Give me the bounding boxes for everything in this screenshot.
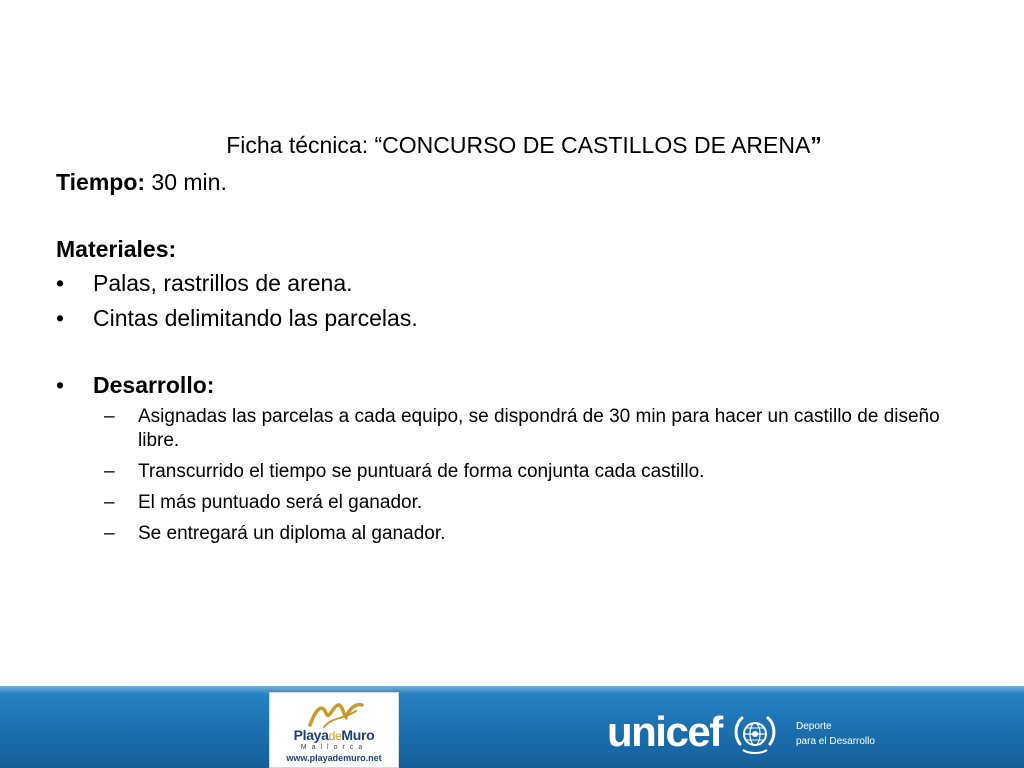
dash: –: [104, 461, 115, 482]
desarrollo-label: Desarrollo:: [93, 372, 215, 398]
deporte-text: [796, 719, 875, 749]
playademuro-name-b: de: [328, 729, 342, 743]
playademuro-subtitle: Mallorca: [300, 744, 368, 751]
unicef-emblem-icon: [730, 710, 780, 760]
materiales-heading: [56, 234, 176, 264]
playademuro-name-c: Muro: [341, 727, 375, 743]
desarrollo-item: Se entregará un diploma al ganador.: [138, 523, 446, 544]
dash: –: [104, 406, 115, 427]
playademuro-m-icon: [306, 699, 366, 729]
dash: –: [104, 523, 115, 544]
title-text: Ficha técnica: “CONCURSO DE CASTILLOS DE ARENA: [226, 132, 811, 158]
bullet: •: [56, 305, 65, 331]
deporte-line-2: para el Desarrollo: [796, 736, 875, 747]
desarrollo-item: El más puntuado será el ganador.: [138, 492, 423, 513]
desarrollo-heading: [93, 370, 214, 400]
footer-highlight: [0, 686, 1024, 694]
dash: –: [104, 492, 115, 513]
title-closing-quote: ”: [810, 132, 822, 158]
bullet: •: [56, 270, 65, 296]
playademuro-name: [270, 727, 398, 743]
materiales-label: Materiales:: [56, 236, 177, 262]
playademuro-name-a: Playa: [293, 727, 329, 743]
slide-title: [0, 128, 1024, 162]
bullet: •: [56, 372, 65, 398]
playademuro-logo: [269, 692, 399, 768]
desarrollo-item: Asignadas las parcelas a cada equipo, se dispondrá de 30 min para hacer un castillo de diseño libre.: [138, 406, 940, 451]
playademuro-url: www.playademuro.net: [286, 753, 382, 763]
materiales-item: Palas, rastrillos de arena.: [93, 270, 353, 296]
tiempo-line: [56, 167, 227, 197]
tiempo-label: Tiempo:: [56, 169, 146, 195]
unicef-wordmark: unicef: [607, 708, 722, 755]
materiales-item: Cintas delimitando las parcelas.: [93, 305, 418, 331]
deporte-line-1: Deporte: [796, 721, 832, 732]
desarrollo-item: Transcurrido el tiempo se puntuará de forma conjunta cada castillo.: [138, 461, 705, 482]
tiempo-value: 30 min.: [145, 169, 227, 195]
